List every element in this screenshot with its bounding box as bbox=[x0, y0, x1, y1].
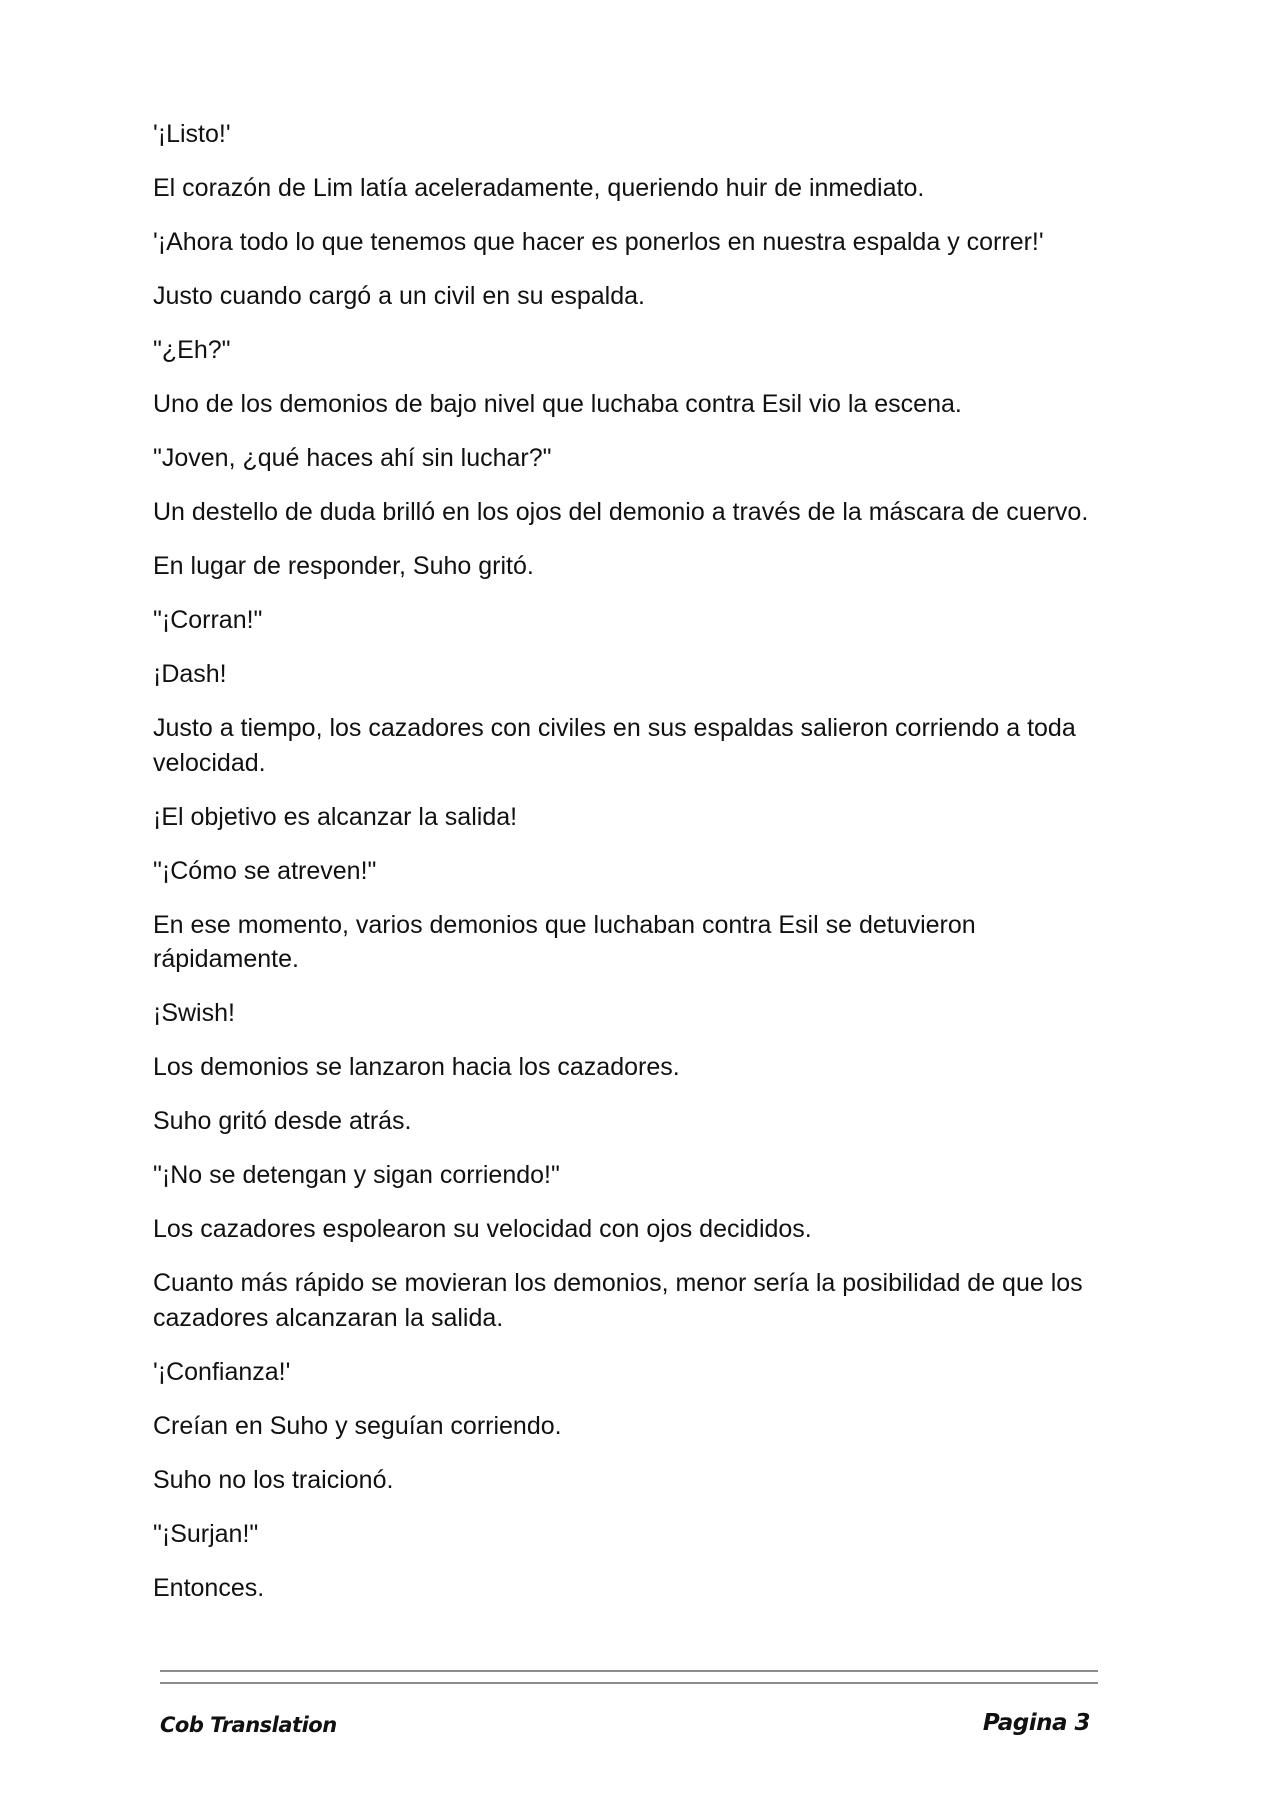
paragraph: ¡El objetivo es alcanzar la salida! bbox=[153, 802, 518, 831]
paragraph: "Joven, ¿qué haces ahí sin luchar?" bbox=[153, 444, 552, 472]
footer-rule-top bbox=[160, 1670, 1098, 1672]
footer-translator-credit: Cob Translation bbox=[160, 1713, 337, 1737]
footer-rule-bottom bbox=[160, 1682, 1098, 1684]
paragraph: ¡Swish! bbox=[153, 999, 235, 1027]
paragraph: '¡Ahora todo lo que tenemos que hacer es ponerlos en nuestra espalda y correr!' bbox=[153, 228, 1044, 256]
paragraph: El corazón de Lim latía aceleradamente, queriendo huir de inmediato. bbox=[153, 174, 925, 202]
paragraph: "¡No se detengan y sigan corriendo!" bbox=[153, 1161, 560, 1189]
paragraph: "¡Corran!" bbox=[153, 606, 263, 634]
paragraph: Un destello de duda brilló en los ojos del demonio a través de la máscara de cuervo. bbox=[153, 498, 1089, 526]
paragraph: Los cazadores espolearon su velocidad con ojos decididos. bbox=[153, 1215, 812, 1243]
paragraph: En lugar de responder, Suho gritó. bbox=[153, 552, 534, 580]
paragraph: '¡Confianza!' bbox=[153, 1357, 291, 1386]
paragraph: Los demonios se lanzaron hacia los cazadores. bbox=[153, 1053, 680, 1081]
paragraph: Entonces. bbox=[153, 1573, 265, 1602]
paragraph: Justo a tiempo, los cazadores con civiles en sus espaldas salieron corriendo a toda velocidad. bbox=[153, 714, 1076, 777]
footer-divider bbox=[160, 1670, 1098, 1684]
paragraph: Creían en Suho y seguían corriendo. bbox=[153, 1411, 562, 1440]
footer-page-number: Pagina 3 bbox=[982, 1710, 1090, 1736]
paragraph: Suho no los traicionó. bbox=[153, 1465, 394, 1494]
paragraph: Suho gritó desde atrás. bbox=[153, 1107, 412, 1135]
paragraph: '¡Listo!' bbox=[153, 120, 231, 148]
paragraph: "¡Cómo se atreven!" bbox=[153, 856, 377, 885]
paragraph: Uno de los demonios de bajo nivel que luchaba contra Esil vio la escena. bbox=[153, 390, 962, 418]
paragraph: Justo cuando cargó a un civil en su espalda. bbox=[153, 282, 645, 310]
paragraph: ¡Dash! bbox=[153, 660, 227, 688]
paragraph: Cuanto más rápido se movieran los demonios, menor sería la posibilidad de que los cazadores alcanzaran la salida. bbox=[153, 1269, 1083, 1332]
paragraph: "¡Surjan!" bbox=[153, 1519, 259, 1548]
paragraph: "¿Eh?" bbox=[153, 336, 231, 364]
paragraph: En ese momento, varios demonios que luchaban contra Esil se detuvieron rápidamente. bbox=[153, 910, 976, 973]
body-text bbox=[153, 117, 1103, 1625]
